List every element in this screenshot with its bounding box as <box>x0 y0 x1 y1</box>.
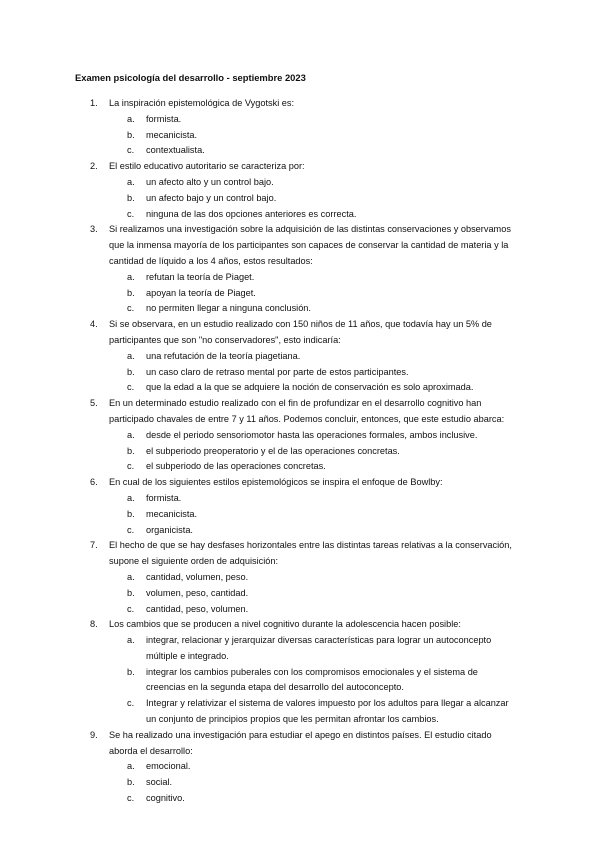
answer-option <box>0 507 600 523</box>
answer-option <box>0 143 600 159</box>
question-stem <box>0 222 600 269</box>
option-text: cognitivo. <box>146 793 185 804</box>
question-item <box>0 538 600 617</box>
answer-option <box>0 365 600 381</box>
answer-option <box>0 523 600 539</box>
answer-option <box>0 570 600 586</box>
answer-option <box>0 633 600 665</box>
option-text: refutan la teoría de Piaget. <box>146 271 255 282</box>
option-text: emocional. <box>146 761 191 772</box>
option-letter: b. <box>127 587 135 598</box>
question-text: Si realizamos una investigación sobre la adquisición de las distintas conservaciones y observamos que la inmensa mayoría de los participantes son capaces de conservar la cantidad de materia y la cantidad de líquido a los 4 años, estos resultados: <box>109 224 511 266</box>
option-text: que la edad a la que se adquiere la noción de conservación es solo aproximada. <box>146 382 474 393</box>
option-letter: b. <box>127 666 135 677</box>
answer-option <box>0 759 600 775</box>
question-stem <box>0 617 600 633</box>
question-item <box>0 475 600 538</box>
option-letter: b. <box>127 445 135 456</box>
answer-option <box>0 491 600 507</box>
option-text: contextualista. <box>146 145 205 156</box>
option-letter: c. <box>127 603 135 614</box>
option-text: social. <box>146 777 173 788</box>
answer-option <box>0 696 600 728</box>
option-letter: b. <box>127 366 135 377</box>
answer-option <box>0 286 600 302</box>
option-letter: a. <box>127 635 135 646</box>
document-title: Examen psicología del desarrollo - septiembre 2023 <box>75 72 306 83</box>
answer-option <box>0 459 600 475</box>
question-item <box>0 617 600 728</box>
option-text: organicista. <box>146 524 193 535</box>
option-letter: c. <box>127 382 135 393</box>
answer-option <box>0 444 600 460</box>
option-text: el subperiodo preoperatorio y el de las operaciones concretas. <box>146 445 400 456</box>
question-number: 6. <box>90 477 98 488</box>
answer-option <box>0 602 600 618</box>
option-text: mecanicista. <box>146 508 198 519</box>
option-text: un afecto bajo y un control bajo. <box>146 192 277 203</box>
question-stem <box>0 159 600 175</box>
option-letter: b. <box>127 192 135 203</box>
option-letter: a. <box>127 350 135 361</box>
question-item <box>0 396 600 475</box>
option-letter: c. <box>127 524 135 535</box>
answer-option <box>0 791 600 807</box>
question-item <box>0 728 600 807</box>
answer-option <box>0 301 600 317</box>
question-number: 3. <box>90 224 98 235</box>
option-text: el subperiodo de las operaciones concretas. <box>146 461 326 472</box>
option-letter: a. <box>127 429 135 440</box>
option-text: no permiten llegar a ninguna conclusión. <box>146 303 311 314</box>
question-number: 1. <box>90 98 98 108</box>
option-text: formista. <box>146 492 182 503</box>
option-letter: c. <box>127 303 135 314</box>
question-text: La inspiración epistemológica de Vygotski es: <box>109 98 295 108</box>
question-stem <box>0 538 600 570</box>
option-text: integrar los cambios puberales con los compromisos emocionales y el sistema de creencias en la segunda etapa del desarrollo del autoconcepto. <box>146 666 478 693</box>
option-letter: a. <box>127 761 135 772</box>
question-stem <box>0 728 600 760</box>
option-text: cantidad, volumen, peso. <box>146 571 249 582</box>
option-text: Integrar y relativizar el sistema de valores impuesto por los adultos para llegar a alcanzar un conjunto de principios propios que les permitan afrontar los cambios. <box>146 698 509 725</box>
option-text: ninguna de las dos opciones anteriores es correcta. <box>146 208 357 219</box>
answer-option <box>0 775 600 791</box>
option-letter: b. <box>127 508 135 519</box>
question-text: Los cambios que se producen a nivel cognitivo durante la adolescencia hacen posible: <box>109 619 461 630</box>
question-text: Se ha realizado una investigación para estudiar el apego en distintos países. El estudio citado aborda el desarrollo: <box>109 729 492 756</box>
option-letter: b. <box>127 129 135 140</box>
answer-option <box>0 175 600 191</box>
option-text: un caso claro de retraso mental por parte de estos participantes. <box>146 366 409 377</box>
question-text: El estilo educativo autoritario se caracteriza por: <box>109 161 305 172</box>
option-letter: c. <box>127 461 135 472</box>
question-item <box>0 317 600 396</box>
option-letter: a. <box>127 492 135 503</box>
option-letter: a. <box>127 271 135 282</box>
option-letter: b. <box>127 287 135 298</box>
answer-option <box>0 207 600 223</box>
option-text: volumen, peso, cantidad. <box>146 587 249 598</box>
option-letter: c. <box>127 698 135 709</box>
option-text: mecanicista. <box>146 129 198 140</box>
answer-option <box>0 191 600 207</box>
answer-option <box>0 428 600 444</box>
question-stem <box>0 96 600 112</box>
option-letter: c. <box>127 145 135 156</box>
question-text: En un determinado estudio realizado con el fin de profundizar en el desarrollo cognitivo han participado chavales de entre 7 y 11 años. Podemos concluir, entonces, que este estudio abarca: <box>109 398 505 424</box>
question-number: 7. <box>90 540 98 551</box>
option-text: un afecto alto y un control bajo. <box>146 176 274 187</box>
option-text: desde el periodo sensoriomotor hasta las operaciones formales, ambos inclusive. <box>146 429 478 440</box>
question-item <box>0 222 600 317</box>
option-letter: c. <box>127 793 135 804</box>
answer-option <box>0 380 600 396</box>
answer-option <box>0 586 600 602</box>
question-number: 9. <box>90 729 98 740</box>
option-text: apoyan la teoría de Piaget. <box>146 287 256 298</box>
option-text: una refutación de la teoría piagetiana. <box>146 350 301 361</box>
question-text: Si se observara, en un estudio realizado con 150 niños de 11 años, que todavía hay un 5% de participantes que son "no conservadores", esto indicaría: <box>109 319 492 345</box>
answer-option <box>0 270 600 286</box>
question-item <box>0 96 600 159</box>
answer-option <box>0 128 600 144</box>
question-number: 5. <box>90 398 98 409</box>
answer-option <box>0 112 600 128</box>
option-letter: a. <box>127 176 135 187</box>
question-item <box>0 159 600 222</box>
question-number: 8. <box>90 619 98 630</box>
question-list <box>0 96 600 807</box>
option-letter: a. <box>127 113 135 124</box>
question-text: En cual de los siguientes estilos epistemológicos se inspira el enfoque de Bowlby: <box>109 477 443 488</box>
question-stem <box>0 475 600 491</box>
question-stem <box>0 317 600 349</box>
option-letter: a. <box>127 571 135 582</box>
answer-option <box>0 349 600 365</box>
option-text: cantidad, peso, volumen. <box>146 603 249 614</box>
option-text: formista. <box>146 113 182 124</box>
question-stem <box>0 396 600 428</box>
option-letter: b. <box>127 777 135 788</box>
option-text: integrar, relacionar y jerarquizar diversas características para lograr un autoconcepto múltiple e integrado. <box>146 635 492 661</box>
question-number: 2. <box>90 161 98 172</box>
question-text: El hecho de que se hay desfases horizontales entre las distintas tareas relativas a la conservación, supone el siguiente orden de adquisición: <box>109 540 512 567</box>
option-letter: c. <box>127 208 135 219</box>
answer-option <box>0 665 600 697</box>
question-number: 4. <box>90 319 98 330</box>
